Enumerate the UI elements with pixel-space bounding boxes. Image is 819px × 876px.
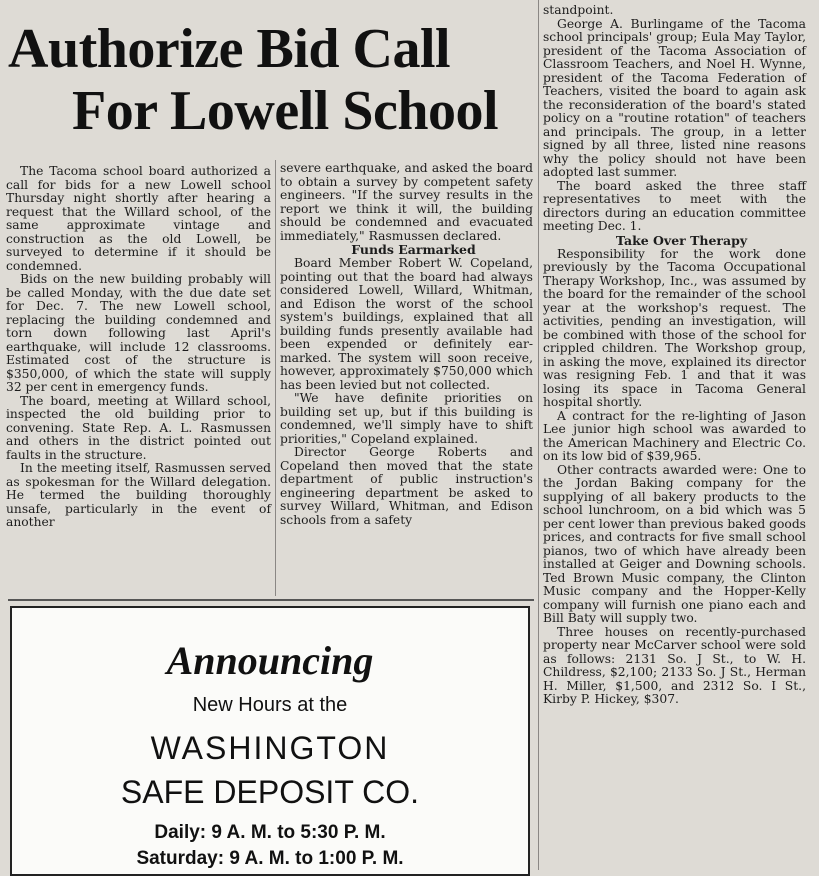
paragraph: severe earthquake, and asked the board to obtain a survey by competent safety engineers. "If the survey results in the report we think it will, the building should be condemned and evacuated immediately," Rasmussen declared. [280,161,533,243]
paragraph: The Tacoma school board authorized a call for bids for a new Lowell school Thursday night shortly after hearing a request that the Willard school, of the same approximate vintage and construction as the old Lowell, be surveyed to determine if it should be condemned. [6,164,271,273]
article-column-2 [280,162,533,527]
paragraph: Board Member Robert W. Copeland, pointing out that the board had always considered Lowell, Willard, Whitman, and Edison the worst of the school system's buildings, explained that all building funds presently available had been expended or definitely ear-marked. The system will soon receive, however, approximately $750,000 which has been levied but not collected. [280,256,533,392]
ad-hours-saturday: Saturday: 9 A. M. to 1:00 P. M. [136,848,404,869]
paragraph: Other contracts awarded were: One to the Jordan Baking company for the supplying of all bakery products to the school lunchroom, on a bid which was 5 per cent lower than previous baked goods prices, and contracts for five small school pianos, two of which have already been installed at Geiger and Downing schools. Ted Brown Music company, the Clinton Music company and the Hopper-Kelly company will furnish one piano each and Bill Baty will supply two. [543,462,806,625]
paragraph: A contract for the re-lighting of Jason Lee junior high school was awarded to the American Machinery and Electric Co. on its low bid of $39,965. [543,408,806,463]
ad-company-line-1: WASHINGTON [150,730,390,766]
advertisement-box [10,606,530,876]
ad-hours-daily: Daily: 9 A. M. to 5:30 P. M. [154,822,386,843]
paragraph: "We have definite priorities on building set up, but if this building is condemned, we'll simply have to shift priorities," Copeland explained. [280,391,533,446]
paragraph: In the meeting itself, Rasmussen served as spokesman for the Willard delegation. He termed the building thoroughly unsafe, particularly in the event of another [6,461,271,529]
ad-company-line-2: SAFE DEPOSIT CO. [120,774,420,810]
subhead-funds-earmarked: Funds Earmarked [351,242,476,257]
paragraph: Three houses on recently-purchased property near McCarver school were sold as follows: 2131 So. J St., to W. H. Childress, $2,100; 2133 So. J St., Herman H. Miller, $1,500, and 2312 So. I St., Kirby P. Hickey, $307. [543,624,806,706]
ad-title: Announcing [166,638,374,683]
paragraph: Bids on the new building probably will be called Monday, with the due date set for Dec. 7. The new Lowell school, replacing the building condemned and torn down following last April's earthquake, will include 12 classrooms. Estimated cost of the structure is $350,000, of which the state will supply 32 per cent in emergency funds. [6,272,271,394]
ad-subtitle: New Hours at the [192,694,348,716]
headline [8,18,538,142]
ad-top-rule [8,599,534,601]
paragraph: Director George Roberts and Copeland then moved that the state department of public instruction's engineering department be asked to survey Willard, Whitman, and Edison schools from a safety [280,445,533,527]
column-rule-1 [275,160,276,596]
subhead-take-over-therapy: Take Over Therapy [615,232,748,248]
article-column-1 [6,165,271,530]
paragraph: Responsibility for the work done previously by the Tacoma Occupational Therapy Workshop, Inc., was assumed by the board for the remainder of the school year at the workshop's request. The activities, pending an investigation, will be combined with those of the school for crippled children. The Workshop group, in asking the move, explained its director was resigning Feb. 1 and that it was losing its space in Tacoma General hospital shortly. [543,246,806,409]
paragraph: The board, meeting at Willard school, inspected the old building prior to convening. State Rep. A. L. Rasmussen and others in the district pointed out faults in the structure. [6,393,271,462]
headline-line-1: Authorize Bid Call [8,18,451,80]
paragraph: The board asked the three staff representatives to meet with the directors during an education committee meeting Dec. 1. [543,178,806,233]
article-column-3 [543,4,806,707]
column-rule-2 [538,0,539,870]
paragraph: George A. Burlingame of the Tacoma school principals' group; Eula May Taylor, president of the Tacoma Association of Classroom Teachers, and Noel H. Wynne, president of the Tacoma Federation of Teachers, visited the board to again ask the reconsideration of the board's stated policy on a "routine rotation" of teachers and principals. The group, in a letter signed by all three, listed nine reasons why the policy should not have been adopted last summer. [543,16,806,179]
headline-line-2: For Lowell School [72,80,499,142]
paragraph: standpoint. [543,3,614,17]
